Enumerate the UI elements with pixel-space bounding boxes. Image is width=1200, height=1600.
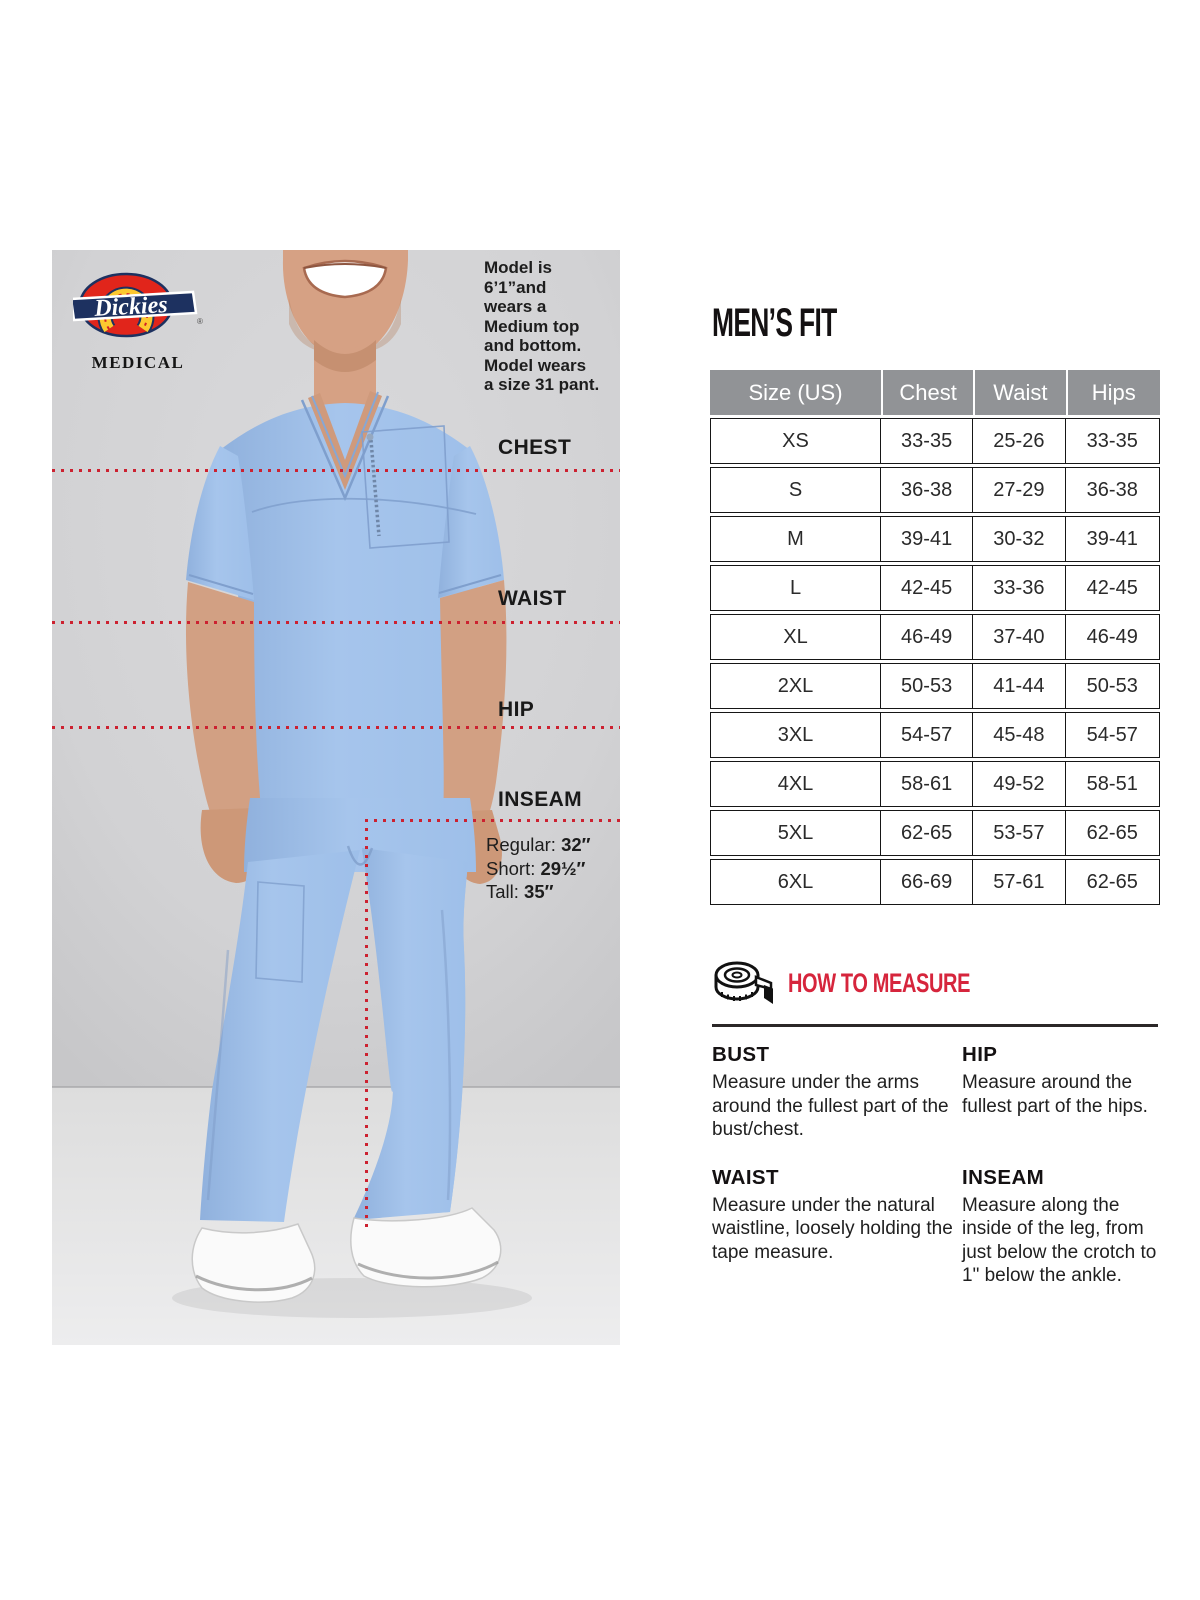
measure-instructions: [712, 1043, 1164, 1288]
measurement-cell: 54-57: [881, 712, 973, 758]
column-header-chest: Chest: [881, 370, 973, 415]
measurement-cell: 57-61: [973, 859, 1065, 905]
column-header-waist: Waist: [973, 370, 1065, 415]
measurement-cell: 53-57: [973, 810, 1065, 856]
measurement-cell: 37-40: [973, 614, 1065, 660]
model-note-line: Model wears: [484, 355, 587, 375]
model-photo: [52, 250, 620, 1345]
measurement-cell: 39-41: [1066, 516, 1161, 562]
inseam-option: [486, 833, 591, 857]
measure-section-waist: [712, 1166, 962, 1265]
how-to-measure-header: [712, 960, 1034, 1007]
measure-section-heading: INSEAM: [962, 1165, 1045, 1189]
measurement-cell: 46-49: [1066, 614, 1161, 660]
inseam-label: INSEAM: [498, 788, 583, 811]
size-cell: 6XL: [710, 859, 881, 905]
measurement-cell: 42-45: [881, 565, 973, 611]
size-table-row: [710, 859, 1160, 905]
inseam-measure-line: [365, 819, 620, 822]
inseam-option-value: 29½″: [540, 857, 586, 879]
brand-sub-label: MEDICAL: [91, 353, 185, 372]
measure-section-text: Measure around the fullest part of the hips.: [962, 1072, 1148, 1117]
measurement-cell: 50-53: [881, 663, 973, 709]
inseam-details: [486, 833, 591, 904]
inseam-option-label: Tall:: [486, 881, 525, 902]
chest-label: CHEST: [498, 436, 572, 459]
measurement-cell: 42-45: [1066, 565, 1161, 611]
size-cell: 4XL: [710, 761, 881, 807]
measurement-cell: 46-49: [881, 614, 973, 660]
dickies-logo-icon: [73, 272, 203, 344]
measurement-cell: 27-29: [973, 467, 1065, 513]
size-cell: L: [710, 565, 881, 611]
size-cell: XS: [710, 418, 881, 464]
inseam-option: [486, 880, 591, 904]
measurement-cell: 36-38: [881, 467, 973, 513]
size-table-row: [710, 467, 1160, 513]
column-header-size: Size (US): [710, 370, 881, 415]
size-table-row: [710, 810, 1160, 856]
measurement-cell: 49-52: [973, 761, 1065, 807]
measurement-cell: 33-35: [881, 418, 973, 464]
size-table-row: [710, 565, 1160, 611]
measure-section-heading: BUST: [712, 1043, 770, 1066]
model-note: [484, 258, 620, 395]
waist-measure-line: [52, 621, 620, 624]
measurement-cell: 62-65: [881, 810, 973, 856]
size-table-row: [710, 761, 1160, 807]
tape-measure-icon: [712, 960, 774, 1007]
measurement-cell: 30-32: [973, 516, 1065, 562]
model-note-line: wears a: [484, 297, 547, 316]
measurement-cell: 25-26: [973, 418, 1065, 464]
size-table: [710, 367, 1160, 908]
measurement-cell: 33-36: [973, 565, 1065, 611]
column-header-hips: Hips: [1066, 370, 1161, 415]
measurement-cell: 50-53: [1066, 663, 1161, 709]
hip-label: HIP: [498, 698, 535, 721]
registered-mark: ®: [197, 317, 203, 326]
measure-section-text: Measure under the natural waistline, loosely holding the tape measure.: [712, 1194, 953, 1263]
measurement-cell: 58-51: [1066, 761, 1161, 807]
size-cell: XL: [710, 614, 881, 660]
size-table-row: [710, 663, 1160, 709]
model-note-line: Model is: [484, 258, 553, 277]
inseam-option-value: 32″: [561, 834, 591, 855]
size-table-row: [710, 418, 1160, 464]
measure-section-bust: [712, 1043, 962, 1142]
measure-section-text: Measure along the inside of the leg, from just below the crotch to 1" below the ankle.: [962, 1194, 1157, 1286]
measure-section-heading: WAIST: [712, 1165, 779, 1189]
size-cell: S: [710, 467, 881, 513]
measurement-cell: 62-65: [1066, 810, 1161, 856]
measurement-cell: 41-44: [973, 663, 1065, 709]
size-table-row: [710, 712, 1160, 758]
model-note-line: 6’1”and: [484, 277, 547, 297]
measurement-cell: 66-69: [881, 859, 973, 905]
waist-label: WAIST: [498, 587, 567, 610]
inseam-option-label: Short:: [486, 857, 541, 879]
size-table-row: [710, 614, 1160, 660]
how-to-measure-title: HOW TO MEASURE: [788, 968, 971, 998]
measure-section-inseam: [962, 1166, 1164, 1288]
brand-logo: [68, 272, 208, 373]
measure-section-heading: HIP: [962, 1043, 998, 1066]
measure-section-hip: [962, 1043, 1164, 1118]
size-cell: 3XL: [710, 712, 881, 758]
size-table-body: [710, 418, 1160, 905]
page-title: MEN’S FIT: [712, 301, 837, 345]
size-cell: 2XL: [710, 663, 881, 709]
measurement-cell: 45-48: [973, 712, 1065, 758]
hip-measure-line: [52, 726, 620, 729]
measurement-cell: 62-65: [1066, 859, 1161, 905]
chest-measure-line: [52, 469, 620, 472]
inseam-option-value: 35″: [524, 881, 554, 902]
measurement-cell: 58-61: [881, 761, 973, 807]
measure-section-text: Measure under the arms around the fullest part of the bust/chest.: [712, 1072, 949, 1140]
brand-name: Dickies: [93, 292, 169, 322]
measurement-cell: 33-35: [1066, 418, 1161, 464]
measurement-cell: 36-38: [1066, 467, 1161, 513]
size-table-row: [710, 516, 1160, 562]
size-cell: M: [710, 516, 881, 562]
inseam-vertical-line: [365, 819, 368, 1231]
model-note-line: a size 31 pant.: [484, 375, 600, 394]
size-cell: 5XL: [710, 810, 881, 856]
measurement-cell: 39-41: [881, 516, 973, 562]
divider-rule: [712, 1024, 1158, 1027]
model-note-line: and bottom.: [484, 336, 582, 355]
inseam-option: [486, 857, 591, 881]
size-table-header: [710, 370, 1160, 415]
measurement-cell: 54-57: [1066, 712, 1161, 758]
inseam-option-label: Regular:: [486, 834, 562, 855]
model-note-line: Medium top: [484, 316, 580, 336]
